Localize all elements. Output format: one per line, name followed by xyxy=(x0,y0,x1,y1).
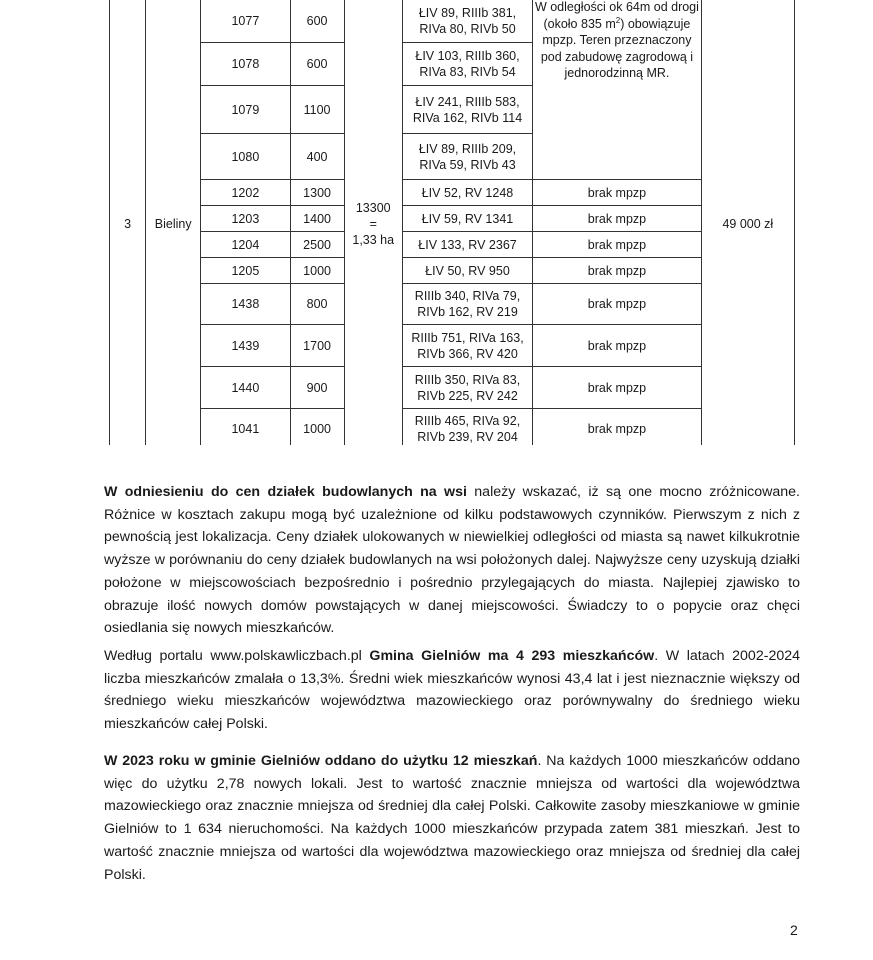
land-class-cell xyxy=(402,206,532,232)
plot-number: 1077 xyxy=(231,13,260,28)
paragraph-body: . W latach 2002-2024 liczba mieszkańców zmalała o 13,3%. Średni wiek mieszkańców wynosi 43,4 lat i jest nieznacznie większy od średniego wieku mieszkańców województwa mazowieckiego oraz porównywalny do średniego wieku mieszkańców całej Polski. xyxy=(104,648,801,733)
plot-number-cell xyxy=(201,409,290,446)
table-row xyxy=(110,180,795,206)
table-row xyxy=(110,206,795,232)
plot-area: 600 xyxy=(306,13,328,28)
zoning-plan-status: brak mpzp xyxy=(587,422,647,436)
plot-number: 1439 xyxy=(231,338,260,353)
table-row xyxy=(110,0,795,43)
zoning-plan-cell xyxy=(533,206,701,232)
plot-area-cell xyxy=(290,43,344,86)
total-area-equals: = xyxy=(369,217,377,231)
paragraph-lead-bold: Gmina Gielniów ma 4 293 mieszkańców xyxy=(369,648,655,664)
plot-area-cell xyxy=(290,325,344,367)
zoning-plan-status: brak mpzp xyxy=(587,237,647,252)
plot-number: 1205 xyxy=(231,263,260,278)
zoning-plan-status: brak mpzp xyxy=(587,380,647,395)
table-row xyxy=(110,258,795,284)
land-class-line-2: RIVa 59, RIVb 43 xyxy=(419,157,516,172)
plot-number-cell xyxy=(201,180,290,206)
plot-area: 1300 xyxy=(303,185,331,200)
zoning-plan-note-cell xyxy=(533,0,701,180)
land-class-cell xyxy=(402,284,532,325)
plot-area: 1400 xyxy=(303,211,331,226)
plot-area-cell xyxy=(290,284,344,325)
land-class-line-2: RIVb 239, RV 204 xyxy=(417,430,518,444)
paragraph-body: . Na każdych 1000 mieszkańców oddano więc do użytku 2,78 nowych lokali. Jest to wartość znacznie mniejsza od wartości dla województwa mazowieckiego oraz znacznie mniejsza od średniej dla całej Polski. Całkowite zasoby mieszkaniowe w gminie Gielniów to 1 634 nieruchomości. Na każdych 1000 mieszkańców przypada zatem 381 mieszkań. Jest to wartość znacznie mniejsza od wartości dla województwa mazowieckiego oraz mniejsza od średniej dla całej Polski. xyxy=(104,753,800,883)
plot-area-cell xyxy=(290,134,344,180)
table-row xyxy=(110,367,795,409)
plot-number: 1440 xyxy=(231,380,260,395)
plot-area-cell xyxy=(290,0,344,43)
lp-value: 3 xyxy=(124,217,132,231)
plot-number-cell xyxy=(201,284,290,325)
land-class-cell xyxy=(402,409,532,446)
plot-area: 400 xyxy=(306,149,328,164)
plot-number-cell xyxy=(201,0,290,43)
plots-table-container xyxy=(109,0,795,445)
land-class-cell xyxy=(402,86,532,134)
plot-number-cell xyxy=(201,325,290,367)
plot-area: 1700 xyxy=(303,338,331,353)
land-class-line-1: ŁIV 89, RIIIb 381, xyxy=(418,5,517,20)
land-class-cell xyxy=(402,258,532,284)
paragraph-intro: Według portalu www.polskawliczbach.pl xyxy=(104,648,370,664)
land-class-line-1: RIIIb 350, RIVa 83, xyxy=(414,372,521,387)
plot-number: 1202 xyxy=(231,185,260,200)
plot-area-cell xyxy=(290,367,344,409)
plot-area: 600 xyxy=(306,57,328,71)
paragraph-building-plot-prices xyxy=(104,481,800,640)
total-area-ha: 1,33 ha xyxy=(352,233,395,247)
plot-area-cell xyxy=(290,180,344,206)
plot-area-cell xyxy=(290,86,344,134)
plot-area: 1000 xyxy=(303,422,331,436)
plot-area-cell xyxy=(290,232,344,258)
zoning-plan-cell xyxy=(533,232,701,258)
land-class-line-1: ŁIV 133, RV 2367 xyxy=(418,237,517,252)
plot-number: 1203 xyxy=(231,211,260,226)
zoning-plan-cell xyxy=(533,367,701,409)
land-class-line-1: ŁIV 89, RIIIb 209, xyxy=(418,141,517,156)
price-cell xyxy=(701,0,794,445)
plot-number-cell xyxy=(201,134,290,180)
plot-number-cell xyxy=(201,43,290,86)
zoning-note-pre: W odległości ok 64m od drogi (około 835 m xyxy=(534,0,699,31)
land-class-line-1: ŁIV 50, RV 950 xyxy=(425,263,510,278)
land-class-cell xyxy=(402,43,532,86)
plot-area: 800 xyxy=(306,297,328,311)
zoning-note-sup: 2 xyxy=(615,15,621,25)
total-area-cell xyxy=(344,0,402,445)
zoning-plan-cell xyxy=(533,258,701,284)
paragraph-housing xyxy=(104,750,800,886)
land-class-cell xyxy=(402,180,532,206)
total-area-m2: 13300 xyxy=(355,201,391,215)
plot-number: 1438 xyxy=(231,297,260,311)
table-row xyxy=(110,284,795,325)
zoning-plan-cell xyxy=(533,180,701,206)
plot-area-cell xyxy=(290,206,344,232)
land-class-line-1: ŁIV 241, RIIIb 583, xyxy=(415,94,520,109)
plots-table-body xyxy=(110,0,795,445)
paragraph-lead-bold: W 2023 roku w gminie Gielniów oddano do użytku 12 mieszkań xyxy=(104,753,538,769)
zoning-plan-cell xyxy=(533,284,701,325)
land-class-line-1: ŁIV 59, RV 1341 xyxy=(421,211,514,226)
table-row xyxy=(110,325,795,367)
land-class-line-1: ŁIV 103, RIIIb 360, xyxy=(415,49,520,63)
zoning-plan-cell xyxy=(533,325,701,367)
plot-number-cell xyxy=(201,232,290,258)
paragraph-population xyxy=(104,645,800,736)
plot-area: 1000 xyxy=(303,263,331,278)
plot-number-cell xyxy=(201,206,290,232)
land-class-line-1: RIIIb 465, RIVa 92, xyxy=(414,414,521,428)
paragraph-lead-bold: W odniesieniu do cen działek budowlanych na wsi xyxy=(104,484,467,500)
table-row xyxy=(110,232,795,258)
plot-number-cell xyxy=(201,367,290,409)
land-class-line-2: RIVa 80, RIVb 50 xyxy=(419,21,516,36)
land-class-line-2: RIVb 225, RV 242 xyxy=(417,388,518,403)
plot-area: 900 xyxy=(306,380,328,395)
zoning-plan-status: brak mpzp xyxy=(587,297,647,311)
land-class-line-2: RIVa 83, RIVb 54 xyxy=(419,65,516,79)
land-class-line-1: ŁIV 52, RV 1248 xyxy=(421,185,514,200)
land-class-cell xyxy=(402,325,532,367)
zoning-note-post: ) obowiązuje mpzp. Teren przeznaczony pod zabudowę zagrodową i jednorodzinną MR. xyxy=(540,16,694,80)
land-class-cell xyxy=(402,134,532,180)
paragraph-body: należy wskazać, iż są one mocno zróżnicowane. Różnice w kosztach zakupu mogą być uzależnione od kilku podstawowych czynników. Pierwszym z nich z pewnością jest lokalizacja. Ceny działek ulokowanych w niewielkiej odległości od miasta są nawet kilkukrotnie wyższe w porównaniu do ceny działek budowlanych na wsi położonych dalej. Najwyższe ceny uzyskują działki położone w miejscowościach bezpośrednio i pośrednio przylegających do miasta. Najlepiej zjawisko to obrazuje ilość nowych domów powstających w danej miejscowości. Świadczy to o popycie oraz chęci osiedlania się nowych mieszkańców. xyxy=(104,484,800,637)
lp-cell xyxy=(110,0,146,445)
land-class-line-1: RIIIb 340, RIVa 79, xyxy=(414,289,521,303)
zoning-plan-status: brak mpzp xyxy=(587,263,647,278)
plot-number: 1078 xyxy=(231,57,260,71)
table-row xyxy=(110,409,795,446)
land-class-line-2: RIVb 162, RV 219 xyxy=(417,305,518,319)
plot-area-cell xyxy=(290,409,344,446)
plot-number-cell xyxy=(201,86,290,134)
location-value: Bieliny xyxy=(154,217,192,231)
zoning-plan-status: brak mpzp xyxy=(587,211,647,226)
plot-area: 1100 xyxy=(303,102,331,117)
land-class-cell xyxy=(402,232,532,258)
plot-area: 2500 xyxy=(303,237,331,252)
plot-number: 1204 xyxy=(231,237,260,252)
plot-number: 1080 xyxy=(231,149,260,164)
land-class-line-2: RIVb 366, RV 420 xyxy=(417,346,518,361)
land-class-cell xyxy=(402,0,532,43)
zoning-plan-cell xyxy=(533,409,701,446)
plots-table xyxy=(109,0,795,445)
price-value: 49 000 zł xyxy=(722,217,774,231)
location-cell xyxy=(146,0,201,445)
plot-area-cell xyxy=(290,258,344,284)
plot-number-cell xyxy=(201,258,290,284)
plot-number: 1079 xyxy=(231,102,260,117)
page-number: 2 xyxy=(790,922,798,938)
land-class-line-2: RIVa 162, RIVb 114 xyxy=(412,110,523,125)
zoning-plan-status: brak mpzp xyxy=(587,185,647,200)
plot-number: 1041 xyxy=(231,422,260,436)
land-class-line-1: RIIIb 751, RIVa 163, xyxy=(411,330,524,345)
zoning-plan-status: brak mpzp xyxy=(587,338,647,353)
land-class-cell xyxy=(402,367,532,409)
